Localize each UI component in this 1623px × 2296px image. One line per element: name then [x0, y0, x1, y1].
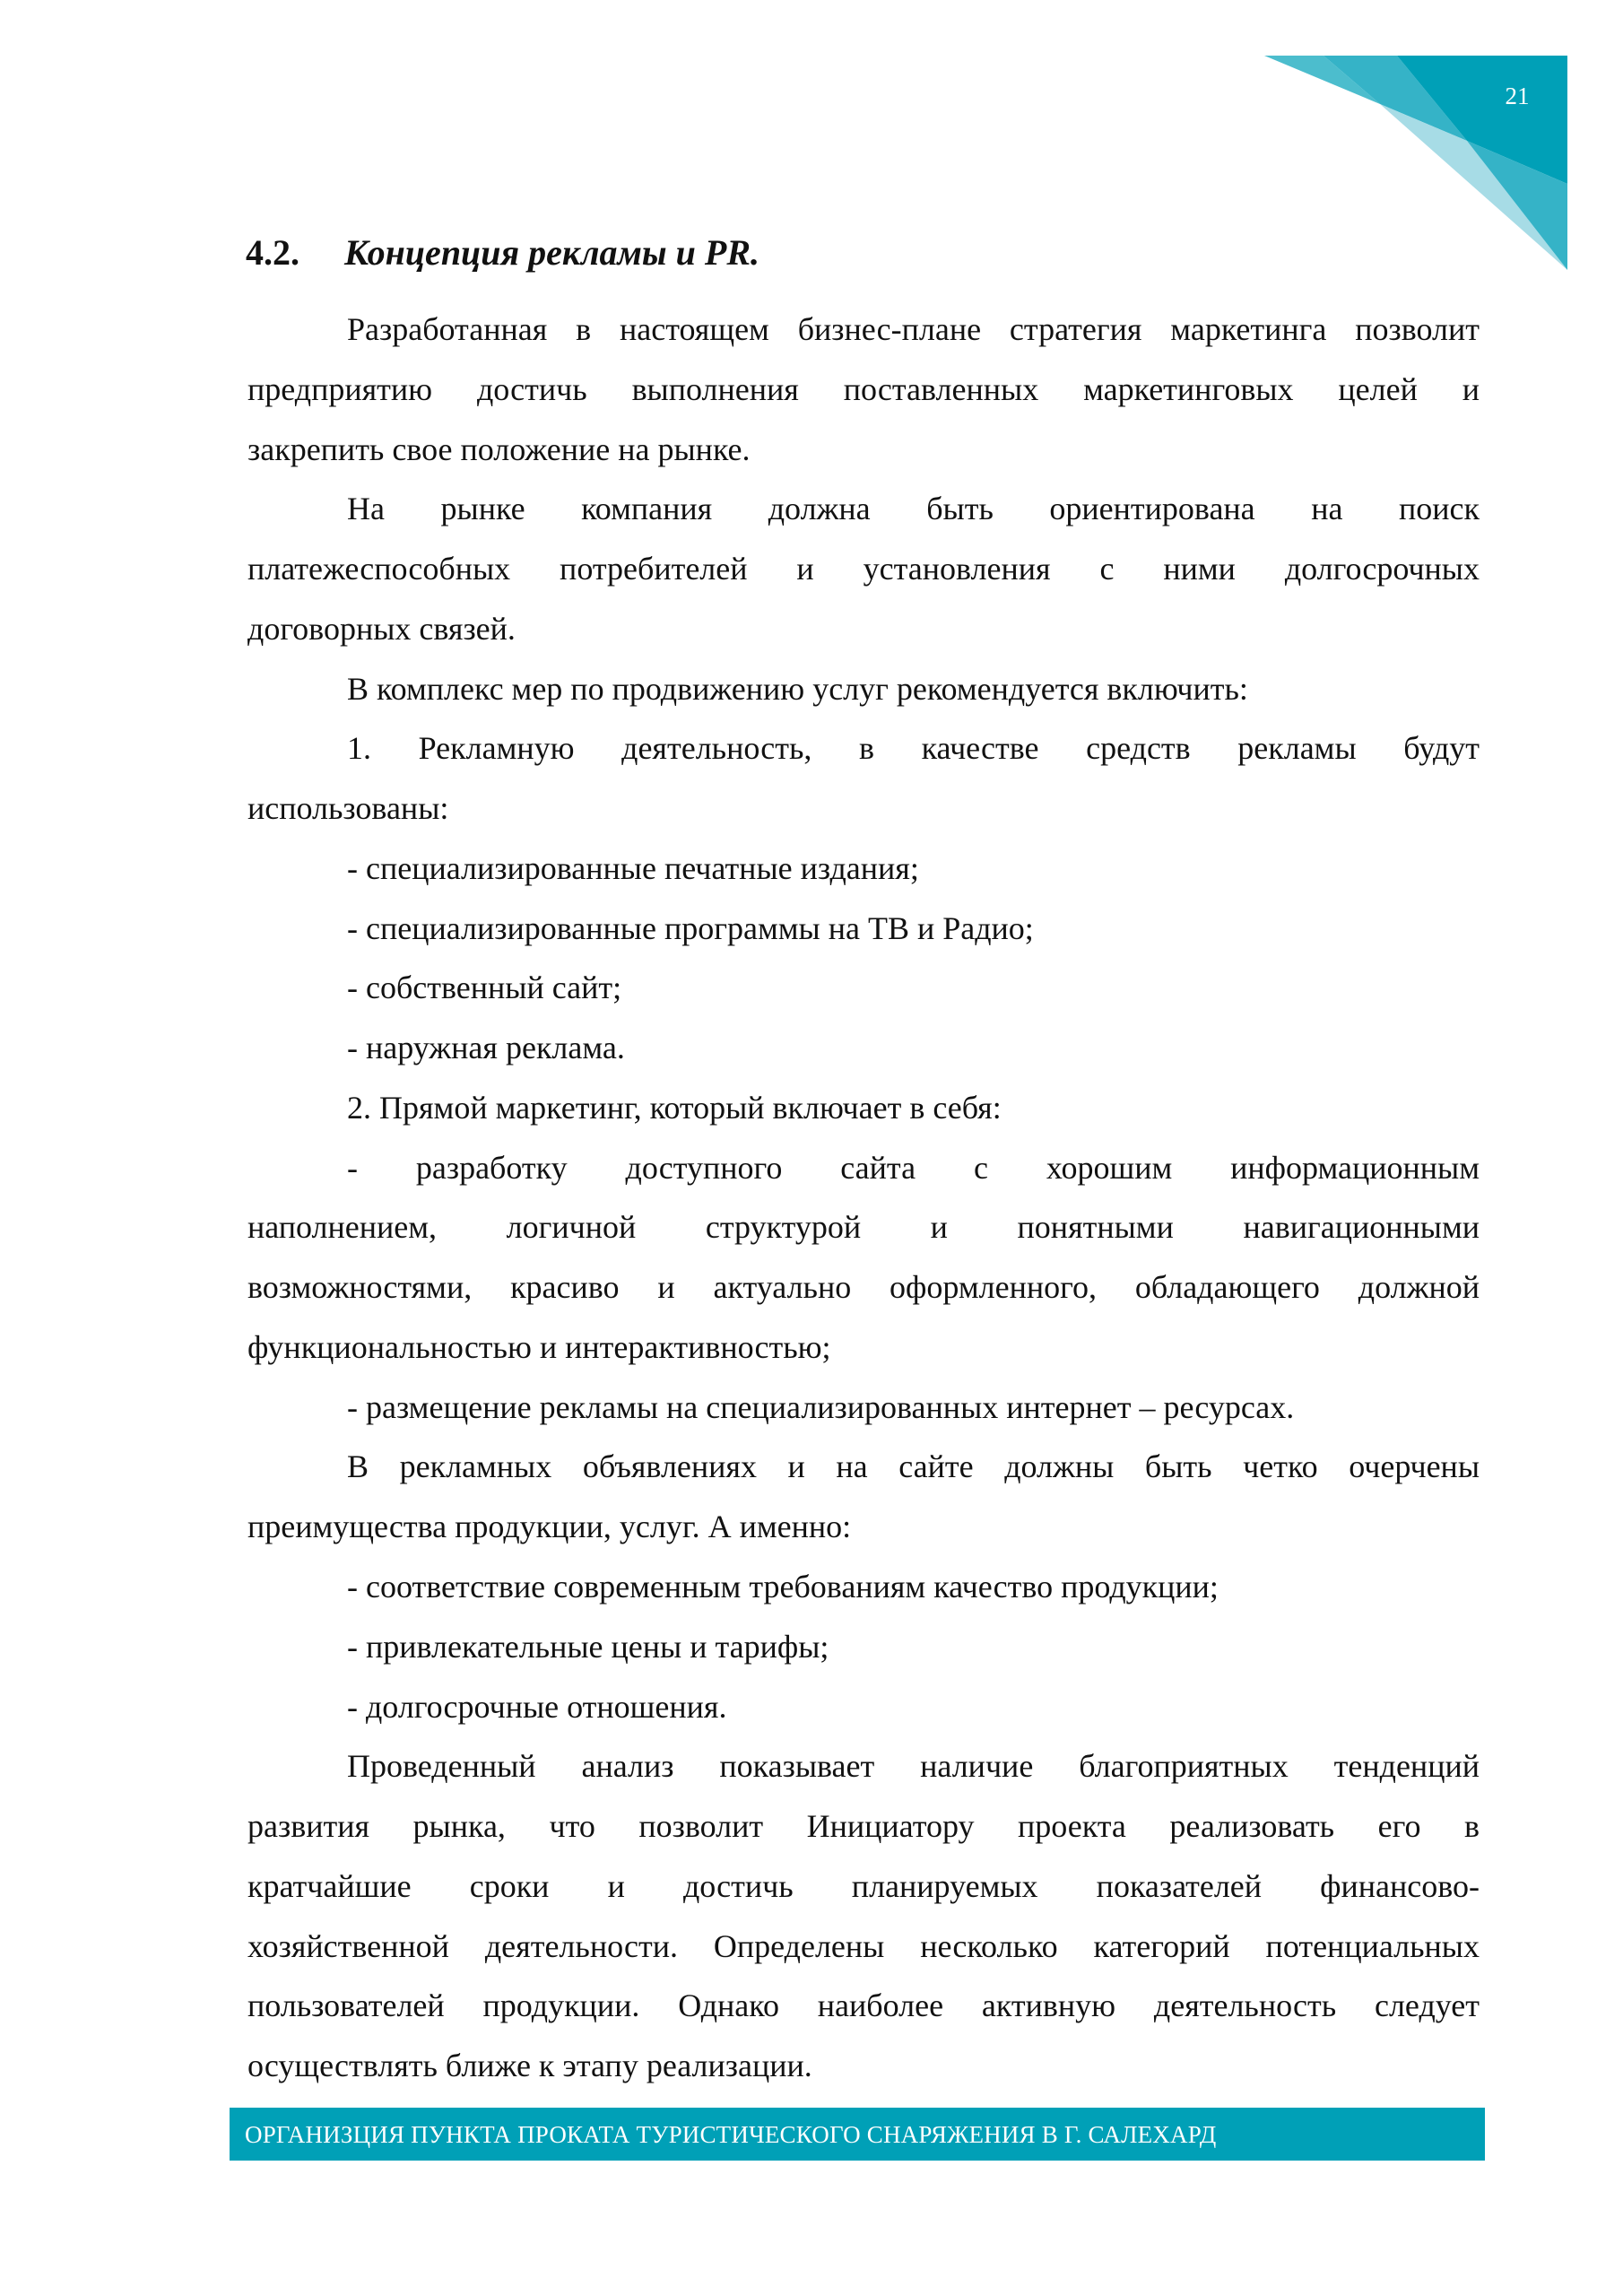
text-line: - привлекательные цены и тарифы; [347, 1628, 829, 1665]
section-number: 4.2. [246, 232, 299, 273]
text-line: хозяйственной деятельности. Определены несколько категорий потенциальных [247, 1927, 1480, 1964]
text-line: осуществлять ближе к этапу реализации. [247, 2048, 812, 2083]
footer-title: ОРГАНИЗЦИЯ ПУНКТА ПРОКАТА ТУРИСТИЧЕСКОГО СНАРЯЖЕНИЯ В Г. САЛЕХАРД [245, 2121, 1217, 2148]
text-line: - долгосрочные отношения. [347, 1688, 727, 1725]
text-line: В рекламных объявлениях и на сайте должны быть четко очерчены [347, 1448, 1480, 1485]
text-line: кратчайшие сроки и достичь планируемых показателей финансово- [247, 1867, 1480, 1904]
text-line: - специализированные печатные издания; [347, 849, 919, 886]
text-line: - соответствие современным требованиям качество продукции; [347, 1569, 1219, 1605]
text-line: возможностями, красиво и актуально оформленного, обладающего должной [247, 1269, 1480, 1306]
text-line: 1. Рекламную деятельность, в качестве средств рекламы будут [347, 730, 1480, 767]
text-line: - специализированные программы на ТВ и Радио; [347, 909, 1034, 946]
text-line: развития рынка, что позволит Инициатору проекта реализовать его в [247, 1808, 1480, 1844]
text-line: 2. Прямой маркетинг, который включает в себя: [347, 1089, 1002, 1126]
text-line: предприятию достичь выполнения поставленных маркетинговых целей и [247, 370, 1480, 407]
corner-decoration [0, 0, 1623, 287]
text-line: использованы: [247, 790, 449, 827]
text-line: - наружная реклама. [347, 1030, 625, 1066]
text-line: функциональностью и интерактивностью; [247, 1328, 831, 1365]
text-line: Разработанная в настоящем бизнес-плане стратегия маркетинга позволит [347, 311, 1480, 347]
page-number: 21 [1505, 83, 1530, 109]
text-line: пользователей продукции. Однако наиболее активную деятельность следует [247, 1987, 1480, 2024]
text-line: - размещение рекламы на специализированных интернет – ресурсах. [347, 1388, 1295, 1425]
section-title: Концепция рекламы и PR. [344, 232, 760, 273]
text-line: преимущества продукции, услуг. А именно: [247, 1509, 852, 1545]
text-line: - собственный сайт; [347, 970, 622, 1006]
text-line: закрепить свое положение на рынке. [247, 430, 751, 467]
text-line: платежеспособных потребителей и установления с ними долгосрочных [247, 551, 1480, 587]
text-line: наполнением, логичной структурой и понятными навигационными [247, 1209, 1480, 1246]
text-line: В комплекс мер по продвижению услуг рекомендуется включить: [347, 670, 1248, 707]
text-line: Проведенный анализ показывает наличие благоприятных тенденций [347, 1748, 1480, 1785]
footer-bar [230, 2108, 1485, 2161]
text-line: - разработку доступного сайта с хорошим информационным [347, 1149, 1480, 1186]
text-line: На рынке компания должна быть ориентирована на поиск [347, 491, 1480, 527]
text-line: договорных связей. [247, 610, 516, 647]
